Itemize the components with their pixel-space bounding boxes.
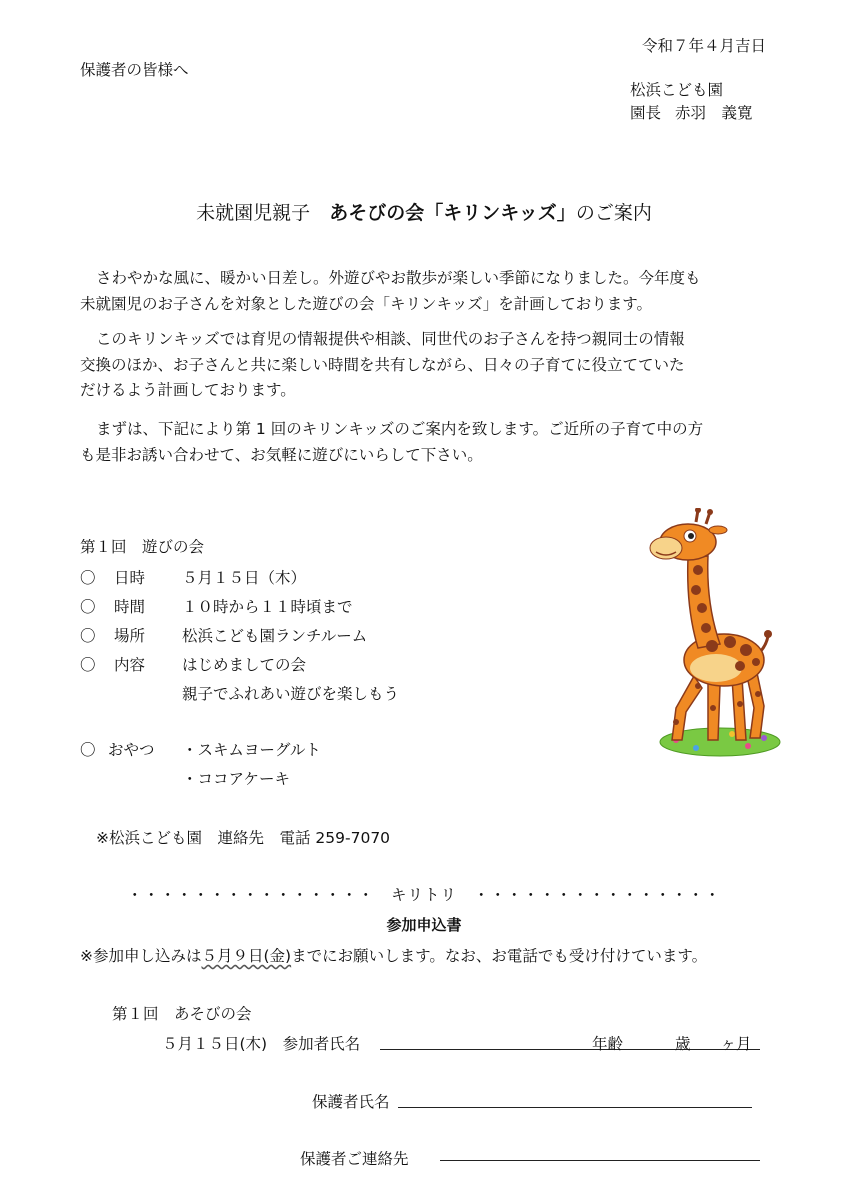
note-prefix: ※参加申し込みは <box>80 947 202 965</box>
body-line: 交換のほか、お子さんと共に楽しい時間を共有しながら、日々の子育てに役立てていた <box>80 355 685 374</box>
body-paragraph-3 <box>80 417 770 468</box>
title-prefix: 未就園児親子 <box>196 202 330 224</box>
age-field-labels <box>592 1032 752 1054</box>
schedule-label: 内容 <box>114 656 146 674</box>
age-label: 年齢 <box>592 1035 624 1053</box>
bullet-circle: 〇 <box>80 627 96 645</box>
snack-label: おやつ <box>108 741 155 759</box>
body-paragraph-2 <box>80 327 770 404</box>
body-paragraph-1 <box>80 266 770 317</box>
snack-row <box>80 738 321 760</box>
addressee: 保護者の皆様へ <box>80 61 189 79</box>
note-deadline: ５月９日(金) <box>201 947 292 965</box>
body-line: さわやかな風に、暖かい日差し。外遊びやお散歩が楽しい季節になりました。今年度も <box>96 269 701 287</box>
guardian-contact-field[interactable] <box>440 1160 760 1161</box>
body-line: だけるよう計画しております。 <box>80 381 296 399</box>
title-suffix: のご案内 <box>575 202 652 224</box>
guardian-name-field[interactable] <box>398 1107 752 1108</box>
schedule-value-continued: 親子でふれあい遊びを楽しもう <box>182 685 400 703</box>
application-note <box>80 944 707 966</box>
principal-title: 園長 <box>630 104 662 122</box>
month-unit: ヶ月 <box>720 1035 752 1053</box>
organization-name: 松浜こども園 <box>630 81 724 99</box>
schedule-label: 場所 <box>114 627 146 645</box>
schedule-row-date <box>80 566 306 588</box>
schedule-value: １０時から１１時頃まで <box>182 598 353 616</box>
title-emphasis: あそびの会「キリンキッズ」 <box>329 202 576 224</box>
schedule-value: 松浜こども園ランチルーム <box>182 627 368 645</box>
bullet-circle: 〇 <box>80 598 96 616</box>
bullet-circle: 〇 <box>80 569 96 587</box>
form-session: 第１回 あそびの会 <box>112 1005 252 1023</box>
schedule-label: 日時 <box>114 569 146 587</box>
schedule-label: 時間 <box>114 598 146 616</box>
document-title <box>0 198 848 225</box>
schedule-row-time <box>80 595 353 617</box>
snack-item: ・スキムヨーグルト <box>182 741 321 759</box>
body-line: 未就園児のお子さんを対象とした遊びの会「キリンキッズ」を計画しております。 <box>80 294 652 313</box>
bullet-circle: 〇 <box>80 741 96 759</box>
document-date: 令和７年４月吉日 <box>641 37 766 55</box>
guardian-name-label: 保護者氏名 <box>312 1093 390 1111</box>
schedule-row-place <box>80 624 367 646</box>
age-unit: 歳 <box>675 1035 691 1053</box>
schedule-row-content <box>80 653 306 675</box>
schedule-value: はじめましての会 <box>182 656 307 674</box>
snack-item: ・ココアケーキ <box>182 770 291 788</box>
form-participant-label: ５月１５日(木) 参加者氏名 <box>162 1035 361 1053</box>
body-line: このキリンキッズでは育児の情報提供や相談、同世代のお子さんを持つ親同士の情報 <box>96 330 685 348</box>
body-line: まずは、下記により第 1 回のキリンキッズのご案内を致します。ご近所の子育て中の方 <box>96 420 704 438</box>
giraffe-illustration <box>636 508 786 764</box>
schedule-value: ５月１５日（木） <box>182 569 307 587</box>
bullet-circle: 〇 <box>80 656 96 674</box>
principal-name: 赤羽 義寛 <box>675 104 753 122</box>
body-line: も是非お誘い合わせて、お気軽に遊びにいらして下さい。 <box>80 445 483 464</box>
principal-signature <box>630 101 753 123</box>
cut-line: ・・・・・・・・・・・・・・・ キリトリ ・・・・・・・・・・・・・・・ <box>126 886 721 904</box>
contact-info: ※松浜こども園 連絡先 電話 259-7070 <box>96 829 391 847</box>
schedule-heading: 第１回 遊びの会 <box>80 538 205 556</box>
form-title: 参加申込書 <box>386 916 462 934</box>
guardian-contact-label: 保護者ご連絡先 <box>300 1150 409 1168</box>
note-suffix: までにお願いします。なお、お電話でも受け付けています。 <box>291 947 708 965</box>
